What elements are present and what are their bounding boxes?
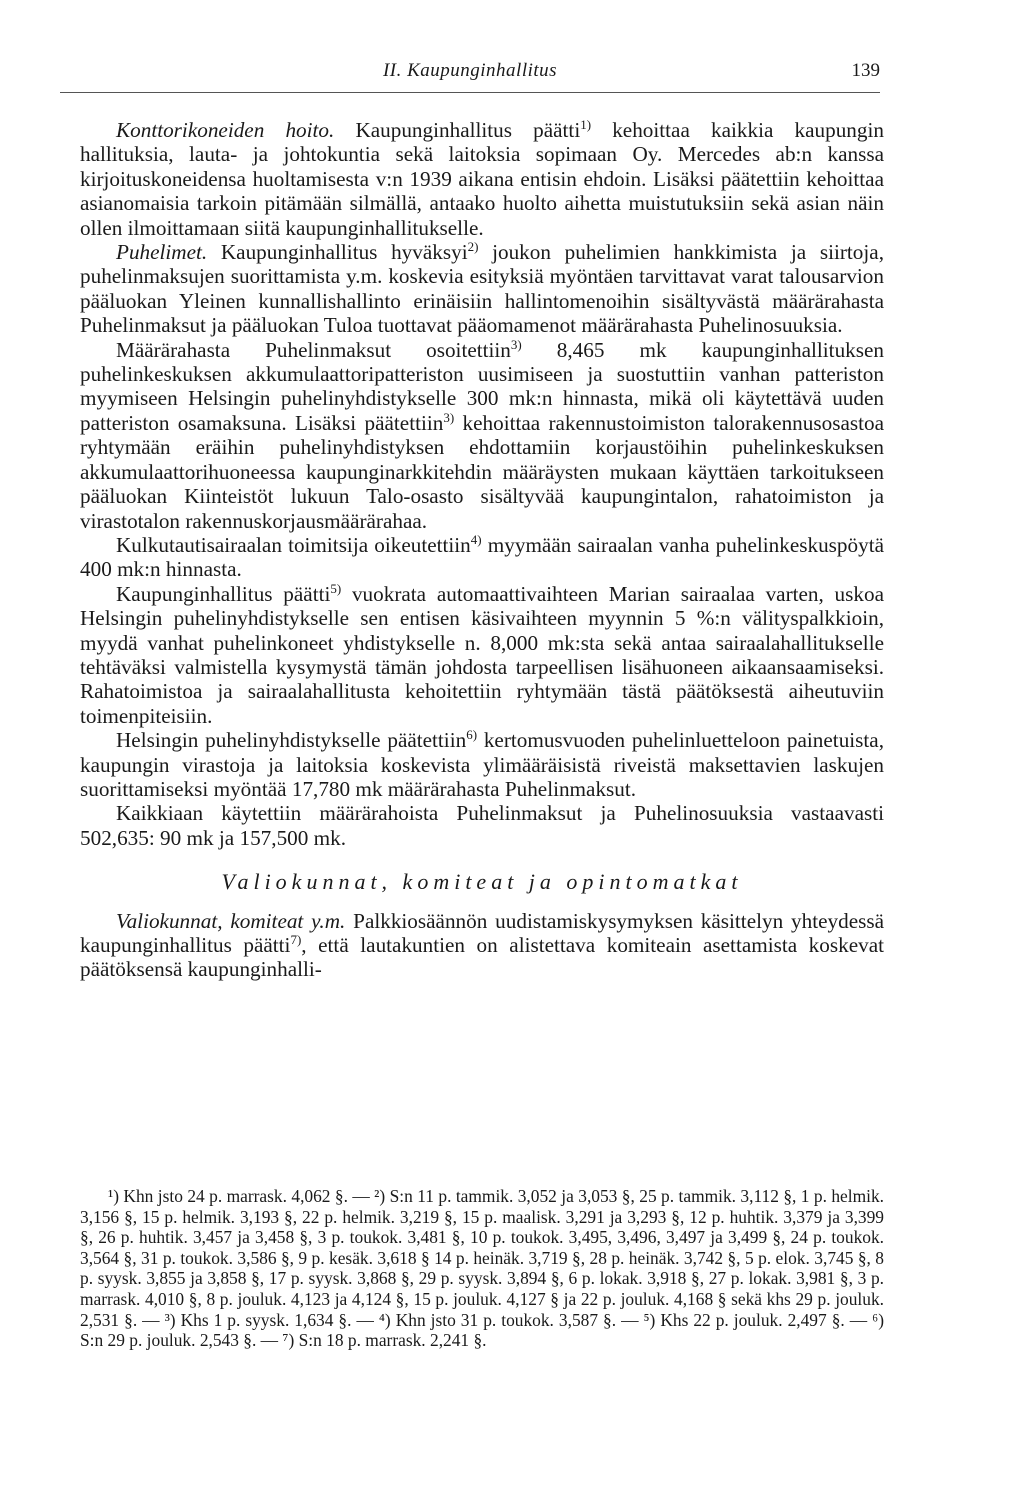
header-rule <box>60 92 880 93</box>
paragraph-konttorikoneiden-hoito: Konttorikoneiden hoito. Kaupunginhallitus päätti$^{1)}$ kehoittaa kaikkia kaupungin hallituksia, lauta- ja johtokuntia sekä laitoksia sopimaan Oy. Mercedes ab:n kanssa kirjoituskoneidensa huoltamisesta v:n 1939 aikana entisin ehdoin. Lisäksi päätettiin kehoittaa asianomaisia tarkoin pitämään silmällä, antaako huolto aihetta muistutuksiin sekä asian näin ollen ilmoittamaan siitä kaupunginhallitukselle. <box>80 116 884 240</box>
page-number: 139 <box>851 60 880 81</box>
paragraph-valiokunnat: Valiokunnat, komiteat y.m. Palkkiosäännön uudistamiskysymyksen käsittelyn yhteydessä kaupunginhallitus päätti$^{7)}$, että lautakuntien on alistettava komiteain asettamista koskevat päätöksensä kaupunginhalli- <box>80 908 884 982</box>
paragraph-lead: Puhelimet. <box>116 240 208 265</box>
main-text <box>80 118 884 982</box>
paragraph-puhelimet: Puhelimet. Kaupunginhallitus hyväksyi$^{2)}$ joukon puhelimien hankkimista ja siirtoja, puhelinmaksujen suorittamista y.m. koskevia esityksiä myöntäen tarvittavat varat talousarvion pääluokan Yleinen kunnallishallinto erinäisiin hallintomenoihin sisältyvästä määrärahasta Puhelinmaksut ja pääluokan Tuloa tuottavat pääomamenot määrärahasta Puhelinosuuksia. <box>80 238 884 338</box>
footnote-ref: 1) <box>580 116 592 132</box>
paragraph-automaattivaihde: Kaupunginhallitus päätti$^{5)}$ vuokrata automaattivaihteen Marian sairaalaa varten, uskoa Helsingin puhelinyhdistykselle sen entisen käsivaihteen myynnin 5 %:n välityspalkkioin, myydä vanhat puhelinkoneet yhdistykselle n. 8,000 mk:sta sekä antaa sairaalahallitukselle tehtäväksi valmistella kysymystä tämän johdosta tarpeellisen lisähuoneen aikaansaamiseksi. Rahatoimistoa ja sairaalahallitusta kehoitettiin ryhtymään tästä päätöksestä aiheutuviin toimenpiteisiin. <box>80 580 884 728</box>
paragraph-lead: Konttorikoneiden hoito. <box>116 118 335 142</box>
section-heading: Valiokunnat, komiteat ja opintomatkat <box>221 869 743 895</box>
paragraph-puhelinluettelo: Helsingin puhelinyhdistykselle päätettiin$^{6)}$ kertomusvuoden puhelinluetteloon painetuista, kaupungin virastoja ja laitoksia koskevista ylimääräisistä riveistä maksettavien laskujen suorittamiseksi myöntää 17,780 mk määrärahasta Puhelinmaksut. <box>80 727 885 801</box>
footnote-ref: 6) <box>466 727 478 743</box>
footnote-ref: 2) <box>467 238 479 254</box>
footnote-ref: 4) <box>470 531 482 547</box>
running-title: II. Kaupunginhallitus <box>382 60 558 81</box>
footnote-ref: 3) <box>510 336 522 352</box>
paragraph-lead: Valiokunnat, komiteat y.m. <box>116 908 346 933</box>
footnote-text: ¹) Khn jsto 24 p. marrask. 4,062 §. — ²) S:n 11 p. tammik. 3,052 ja 3,053 §, 25 p. tammik. 3,112 §, 1 p. helmik. 3,156 §, 15 p. helmik. 3,193 §, 22 p. helmik. 3,219 §, 15 p. maalisk. 3,291 ja 3,293 §, 12 p. huhtik. 3,379 ja 3,399 §, 26 p. huhtik. 3,457 ja 3,458 §, 3 p. toukok. 3,481 §, 10 p. toukok. 3,495, 3,496, 3,497 ja 3,499 §, 24 p. toukok. 3,564 §, 31 p. toukok. 3,586 §, 9 p. kesäk. 3,618 § 14 p. heinäk. 3,719 §, 28 p. heinäk. 3,742 §, 5 p. elok. 3,745 §, 8 p. syysk. 3,855 ja 3,858 §, 17 p. syysk. 3,868 §, 29 p. syysk. 3,894 §, 6 p. lokak. 3,918 §, 27 p. lokak. 3,981 §, 3 p. marrask. 4,010 §, 8 p. jouluk. 4,123 ja 4,124 §, 15 p. jouluk. 4,127 § ja 22 p. jouluk. 4,168 § sekä khs 29 p. jouluk. 2,531 §. — ³) Khs 1 p. syysk. 1,634 §. — ⁴) Khn jsto 31 p. toukok. 3,587 §. — ⁵) Khs 22 p. jouluk. 2,497 §. — ⁶) S:n 29 p. jouluk. 2,543 §. — ⁷) S:n 18 p. marrask. 2,241 §. <box>80 1186 884 1351</box>
running-header <box>60 60 880 88</box>
paragraph-kulkutautisairaala: Kulkutautisairaalan toimitsija oikeutettiin$^{4)}$ myymään sairaalan vanha puhelinkeskuspöytä 400 mk:n hinnasta. <box>80 531 884 582</box>
paragraph-kaikkiaan: Kaikkiaan käytettiin määrärahoista Puhelinmaksut ja Puhelinosuuksia vastaavasti 502,635: 90 mk ja 157,500 mk. <box>80 801 884 850</box>
footnote-ref: 3) <box>443 409 455 425</box>
footnotes <box>80 1186 884 1351</box>
paragraph-maararahasta: Määrärahasta Puhelinmaksut osoitettiin$^{3)}$ 8,465 mk kaupunginhallituksen puhelinkeskuksen akkumulaattoripatteriston uusimiseen ja suostuttiin vanhan patteriston myymiseen Helsingin puhelinyhdistykselle 300 mk:n hinnasta, mikä oli käytettävä uuden patteriston osamaksuna. Lisäksi päätettiin$^{3)}$ kehoittaa rakennustoimiston talorakennusosastoa ryhtymään eräihin puhelinyhdistyksen ehdottamiin korjaustöihin puhelinkeskuksen akkumulaattorihuoneessa kaupunginarkkitehdin määräysten mukaan käyttäen tarkoitukseen pääluokan Kiinteistöt lukuun Talo-osasto sisältyvää kaupungintalon, rahatoimiston ja virastotalon rakennuskorjausmäärärahaa. <box>80 336 884 533</box>
footnote-ref: 5) <box>330 580 342 596</box>
footnote-ref: 7) <box>290 931 302 947</box>
